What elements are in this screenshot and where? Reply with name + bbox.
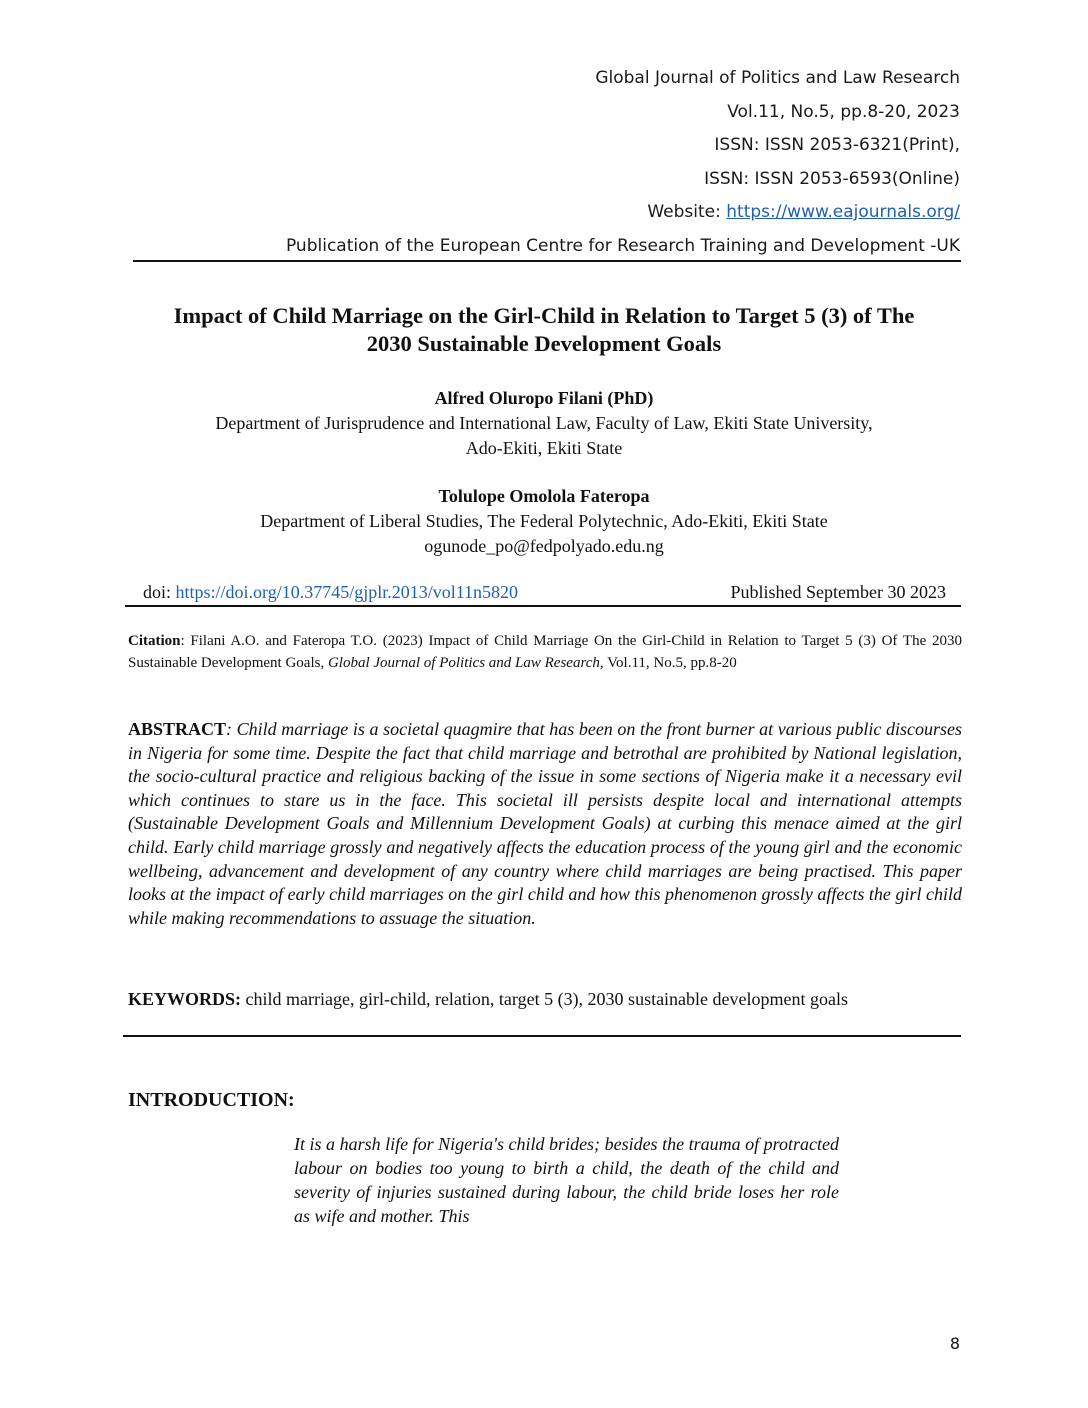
journal-header [286, 62, 960, 263]
page-number: 8 [949, 1334, 960, 1353]
doi-row [143, 582, 946, 603]
paper-title [110, 302, 978, 358]
author-block-2 [100, 484, 988, 559]
issn-print: ISSN: ISSN 2053-6321(Print), [714, 135, 960, 155]
doi-divider [125, 605, 961, 607]
author-block-1 [100, 386, 988, 461]
issn-online: ISSN: ISSN 2053-6593(Online) [704, 168, 960, 189]
website-label: Website: [647, 202, 727, 222]
website-link[interactable]: https://www.eajournals.org/ [726, 202, 960, 222]
doi-link[interactable]: https://doi.org/10.37745/gjplr.2013/vol11n5820 [175, 582, 519, 602]
author-name: Tolulope Omolola Fateropa [438, 486, 650, 506]
abstract [128, 718, 962, 930]
author-affiliation: Ado-Ekiti, Ekiti State [465, 438, 623, 458]
doi [143, 582, 518, 603]
author-affiliation: Department of Jurisprudence and International Law, Faculty of Law, Ekiti State University, [215, 413, 873, 433]
author-name: Alfred Oluropo Filani (PhD) [434, 388, 654, 408]
abstract-label: ABSTRACT [128, 719, 227, 739]
volume-info: Vol.11, No.5, pp.8-20, 2023 [727, 101, 960, 122]
keywords-divider [123, 1035, 961, 1037]
section-heading: INTRODUCTION: [128, 1089, 295, 1111]
keywords-text: child marriage, girl-child, relation, target 5 (3), 2030 sustainable development goals [241, 989, 849, 1009]
keywords [128, 988, 962, 1011]
website-line [286, 196, 960, 230]
publisher-line: Publication of the European Centre for Research Training and Development -UK [285, 235, 960, 256]
paper-title-line-2: 2030 Sustainable Development Goals [366, 331, 722, 356]
abstract-text: : Child marriage is a societal quagmire that has been on the front burner at various public discourses in Nigeria for some time. Despite the fact that child marriage and betrothal are prohibited by National legislation, the socio-cultural practice and religious backing of the issue in some sections of Nigeria make it a necessary evil which continues to stare us in the face. This societal ill persists despite local and international attempts (Sustainable Development Goals and Millennium Development Goals) at curbing this menace aimed at the girl child. Early child marriage grossly and negatively affects the education process of the young girl and the economic wellbeing, advancement and development of any country where child marriages are being practised. This paper looks at the impact of early child marriages on the girl child and how this phenomenon grossly affects the girl child while making recommendations to assuage the situation. [128, 719, 962, 928]
published-date: Published September 30 2023 [730, 582, 946, 602]
header-divider [133, 260, 961, 262]
citation-text: : Filani A.O. and Fateropa T.O. (2023) Impact of Child Marriage On the Girl-Child in Relation to Target 5 (3) Of The 2030 Sustainable Development Goals, [128, 633, 962, 671]
block-quote: It is a harsh life for Nigeria's child brides; besides the trauma of protracted labour on bodies too young to birth a child, the death of the child and severity of injuries sustained during labour, the child bride loses her role as wife and mother. This [294, 1134, 839, 1226]
author-email: ogunode_po@fedpolyado.edu.ng [424, 536, 664, 556]
citation-text-end: , Vol.11, No.5, pp.8-20 [599, 655, 737, 671]
paper-title-line-1: Impact of Child Marriage on the Girl-Child in Relation to Target 5 (3) of The [173, 303, 915, 328]
doi-label: doi: [143, 582, 176, 602]
keywords-label: KEYWORDS: [128, 989, 242, 1009]
citation [128, 630, 962, 674]
author-affiliation: Department of Liberal Studies, The Federal Polytechnic, Ado-Ekiti, Ekiti State [260, 511, 828, 531]
citation-label: Citation [128, 633, 181, 649]
citation-journal: Global Journal of Politics and Law Research [327, 655, 600, 671]
journal-name: Global Journal of Politics and Law Research [595, 68, 960, 88]
